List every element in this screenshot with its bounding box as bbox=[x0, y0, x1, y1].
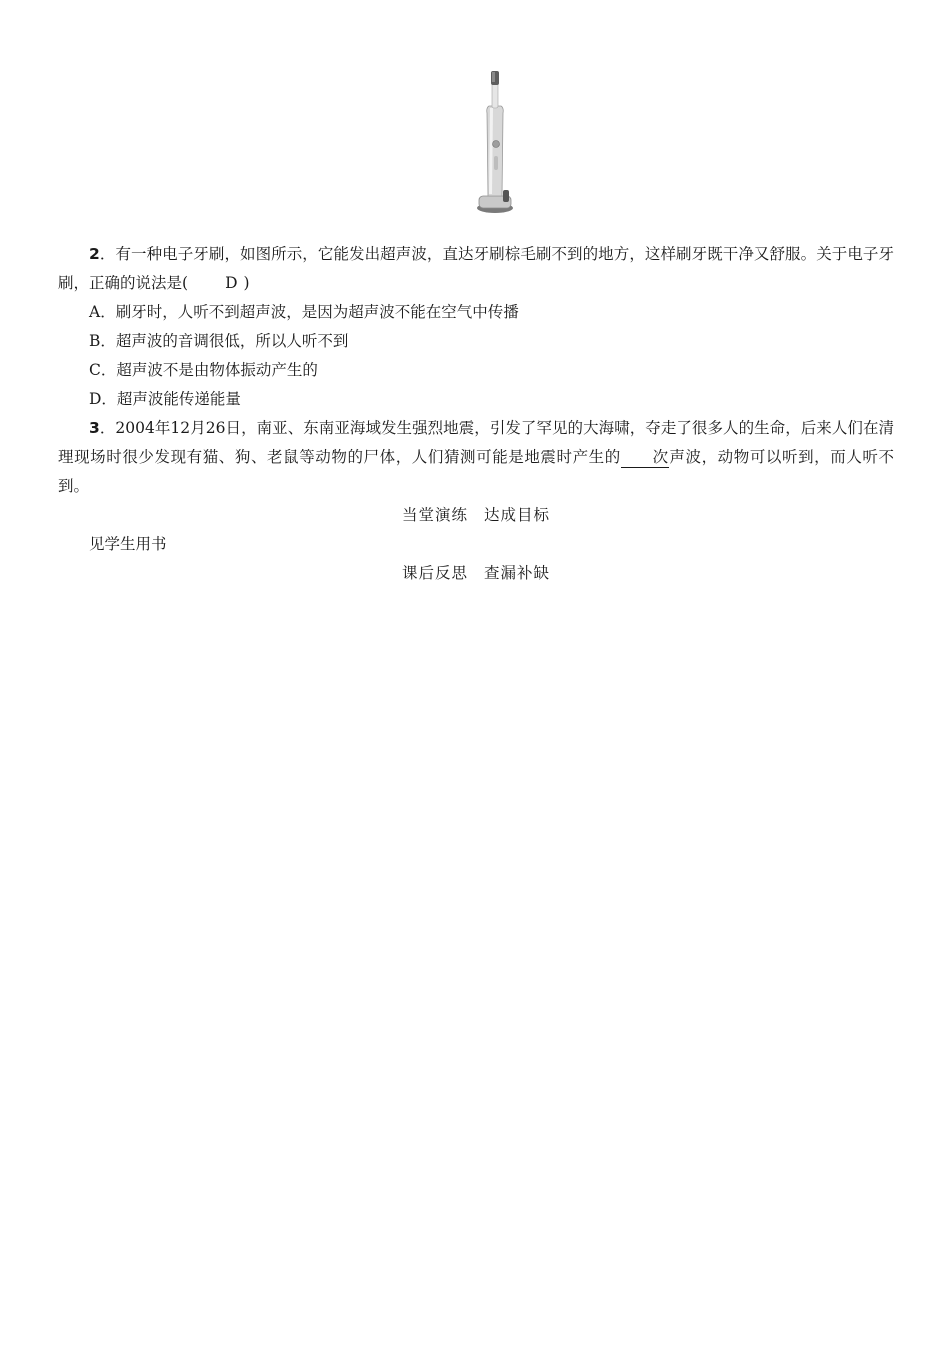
section-title-1-part-1: 当堂演练 bbox=[401, 506, 468, 524]
question-2-stem bbox=[58, 240, 894, 298]
question-2-option-d: D．超声波能传递能量 bbox=[89, 390, 241, 408]
question-2-text-end: ) bbox=[243, 274, 250, 292]
document-content bbox=[58, 240, 894, 588]
question-3 bbox=[58, 414, 894, 501]
question-2-number: 2 bbox=[89, 245, 100, 263]
question-3-text-before: ．2004年12月26日，南亚、东南亚海域发生强烈地震，引发了罕见的大海啸，夺走了很多人的生命，后来人们在清理现场时很少发现有猫、狗、老鼠等动物的尸体，人们猜测可能是地震时产生的 bbox=[58, 419, 894, 466]
section-title-2-part-1: 课后反思 bbox=[401, 564, 468, 582]
question-3-number: 3 bbox=[89, 419, 100, 437]
section-title-1-part-2: 达成目标 bbox=[484, 506, 551, 524]
question-2-text: ．有一种电子牙刷，如图所示，它能发出超声波，直达牙刷棕毛刷不到的地方，这样刷牙既干净又舒服。关于电子牙刷，正确的说法是( bbox=[58, 245, 894, 292]
question-2-option-c: C．超声波不是由物体振动产生的 bbox=[89, 361, 318, 379]
question-2-answer: D bbox=[225, 274, 238, 292]
question-3-text-after: 声波，动物可以听到，而人听不到。 bbox=[58, 448, 894, 495]
section-title-2-part-2: 查漏补缺 bbox=[484, 564, 551, 582]
question-2-option-b: B．超声波的音调很低，所以人听不到 bbox=[89, 332, 349, 350]
question-3-blank-answer: 次 bbox=[621, 447, 669, 468]
question-2-option-a: A．刷牙时，人听不到超声波，是因为超声波不能在空气中传播 bbox=[89, 303, 519, 321]
section-title-after-class-reflection bbox=[58, 559, 894, 588]
student-book-note: 见学生用书 bbox=[89, 535, 167, 553]
electric-toothbrush-illustration bbox=[470, 68, 520, 218]
section-title-in-class-practice bbox=[58, 501, 894, 530]
